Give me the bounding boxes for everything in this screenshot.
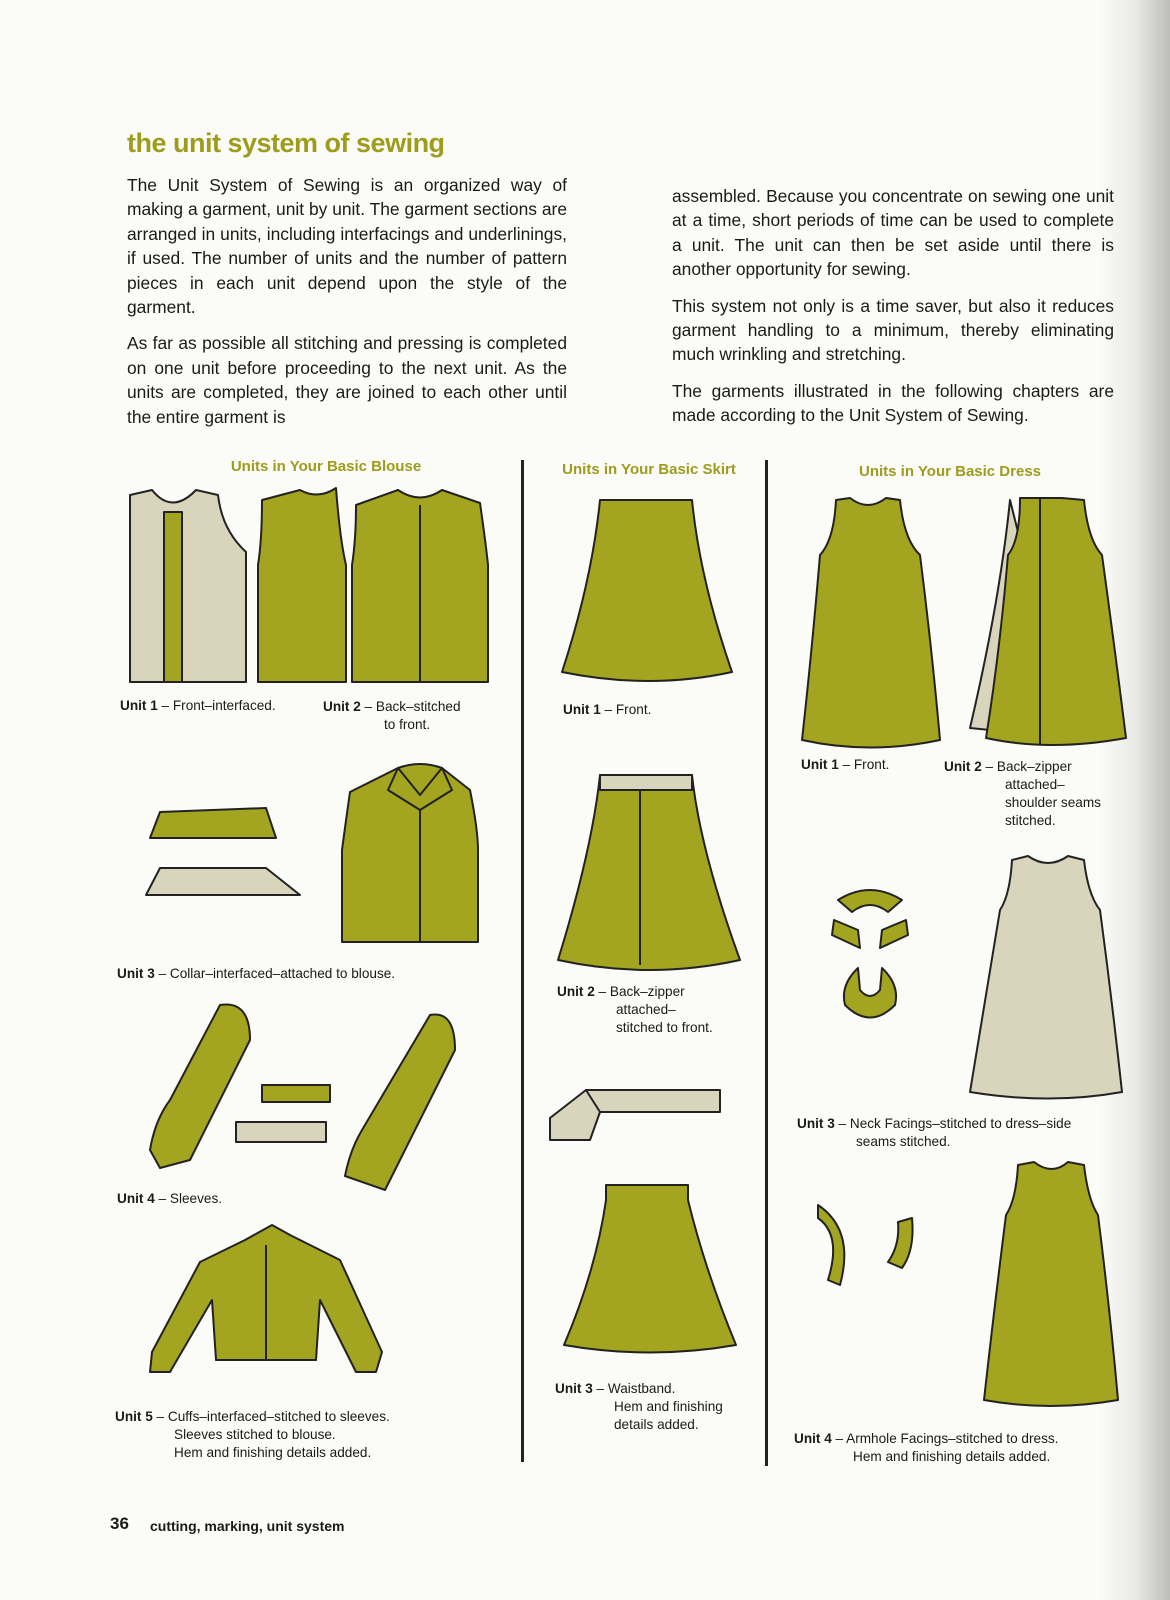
skirt-unit-2-caption (557, 983, 713, 1037)
unit-label: Unit 3 (797, 1116, 835, 1131)
armhole-facing-piece (888, 1218, 913, 1268)
interfacing-strip (164, 512, 182, 682)
skirt-unit-1-caption (563, 701, 651, 719)
caption-text: attached– (616, 1002, 676, 1017)
blouse-unit-2-caption (323, 698, 461, 734)
neck-facing-piece (832, 920, 860, 948)
unit-label: Unit 4 (794, 1431, 832, 1446)
dress-unit-4-caption (794, 1430, 1058, 1466)
blouse-unit-4-caption (117, 1190, 222, 1208)
unit-label: Unit 1 (120, 698, 158, 713)
unit-label: Unit 3 (555, 1381, 593, 1396)
unit-label: Unit 2 (557, 984, 595, 999)
neck-facing-illustration (838, 890, 902, 912)
paragraph: As far as possible all stitching and pressing is completed on one unit before proceeding to the next unit. As the units are completed, they are joined to each other until the entire garment is (127, 333, 567, 427)
blouse-back-illustration (258, 488, 346, 682)
unit-label: Unit 2 (323, 699, 361, 714)
caption-text: stitched to front. (616, 1020, 713, 1035)
unit-label: Unit 4 (117, 1191, 155, 1206)
finished-skirt-illustration (564, 1185, 736, 1353)
blouse-heading: Units in Your Basic Blouse (230, 458, 422, 475)
caption-text: to front. (384, 717, 431, 732)
caption-text: – Front–interfaced. (161, 698, 276, 713)
page-title: the unit system of sewing (127, 128, 445, 158)
caption-text: – Armhole Facings–stitched to dress. (835, 1431, 1059, 1446)
caption-text: – Back–zipper (598, 984, 685, 999)
caption-text: – Front. (604, 702, 652, 717)
paragraph: assembled. Because you concentrate on sewing one unit at a time, short periods of time can be used to complete a unit. The unit can then be set aside until there is another opportunity for sewing. (672, 186, 1114, 280)
blouse-unit-5-caption (115, 1408, 390, 1462)
unit-label: Unit 3 (117, 966, 155, 981)
caption-text: – Back–stitched (364, 699, 461, 714)
skirt-heading: Units in Your Basic Skirt (562, 461, 736, 478)
dress-heading: Units in Your Basic Dress (858, 463, 1042, 480)
collar-illustration (150, 808, 276, 838)
running-title: cutting, marking, unit system (150, 1518, 345, 1534)
cuff-illustration (262, 1085, 330, 1102)
unit-label: Unit 5 (115, 1409, 153, 1424)
skirt-front-illustration (562, 500, 732, 681)
caption-text: – Neck Facings–stitched to dress–side (838, 1116, 1072, 1131)
blouse-unit-3-caption (117, 965, 395, 983)
caption-text: Hem and finishing (614, 1399, 723, 1414)
caption-text: – Waistband. (596, 1381, 676, 1396)
blouse-front-illustration (130, 490, 246, 682)
caption-text: stitched. (1005, 813, 1056, 828)
finished-dress-illustration (984, 1162, 1118, 1406)
waistband-illustration (586, 1090, 720, 1112)
caption-text: – Sleeves. (158, 1191, 223, 1206)
dress-inside-illustration (970, 856, 1122, 1099)
caption-text: details added. (614, 1417, 699, 1432)
neck-facing-joined (844, 968, 896, 1018)
skirt-unit-3-caption (555, 1380, 723, 1434)
caption-text: Hem and finishing details added. (853, 1449, 1051, 1464)
dress-unit-3-caption (797, 1115, 1071, 1151)
caption-text: – Collar–interfaced–attached to blouse. (158, 966, 396, 981)
collar-interfacing-illustration (146, 868, 300, 895)
caption-text: – Back–zipper (985, 759, 1072, 774)
page-number: 36 (110, 1514, 129, 1533)
sleeve-illustration (345, 1014, 455, 1190)
dress-unit-2-caption (944, 758, 1101, 830)
dress-unit-1-caption (801, 756, 889, 774)
skirt-back-illustration (558, 775, 740, 970)
caption-text: Hem and finishing details added. (174, 1445, 372, 1460)
unit-label: Unit 1 (801, 757, 839, 772)
paragraph: The Unit System of Sewing is an organized way of making a garment, unit by unit. The garment sections are arranged in units, including interfacings and underlinings, if used. The number of units and the number of pattern pieces in each unit depend upon the style of the garment. (127, 175, 567, 318)
caption-text: – Cuffs–interfaced–stitched to sleeves. (156, 1409, 390, 1424)
paragraph: This system not only is a time saver, but also it reduces garment handling to a minimum, thereby eliminating much wrinkling and stretching. (672, 295, 1114, 365)
caption-text: attached– (1005, 777, 1065, 792)
caption-text: shoulder seams (1005, 795, 1101, 810)
cuff-interfacing-illustration (236, 1122, 326, 1142)
unit-label: Unit 1 (563, 702, 601, 717)
armhole-facing-illustration (818, 1205, 844, 1285)
blouse-unit-1-caption (120, 697, 276, 715)
caption-text: seams stitched. (856, 1134, 951, 1149)
caption-text: – Front. (842, 757, 890, 772)
neck-facing-piece (880, 920, 908, 948)
dress-front-illustration (802, 498, 940, 748)
unit-label: Unit 2 (944, 759, 982, 774)
skirt-waist-lining (600, 775, 692, 790)
sleeve-illustration (150, 1004, 250, 1168)
paragraph: The garments illustrated in the following chapters are made according to the Unit System of Sewing. (672, 380, 1114, 426)
caption-text: Sleeves stitched to blouse. (174, 1427, 336, 1442)
